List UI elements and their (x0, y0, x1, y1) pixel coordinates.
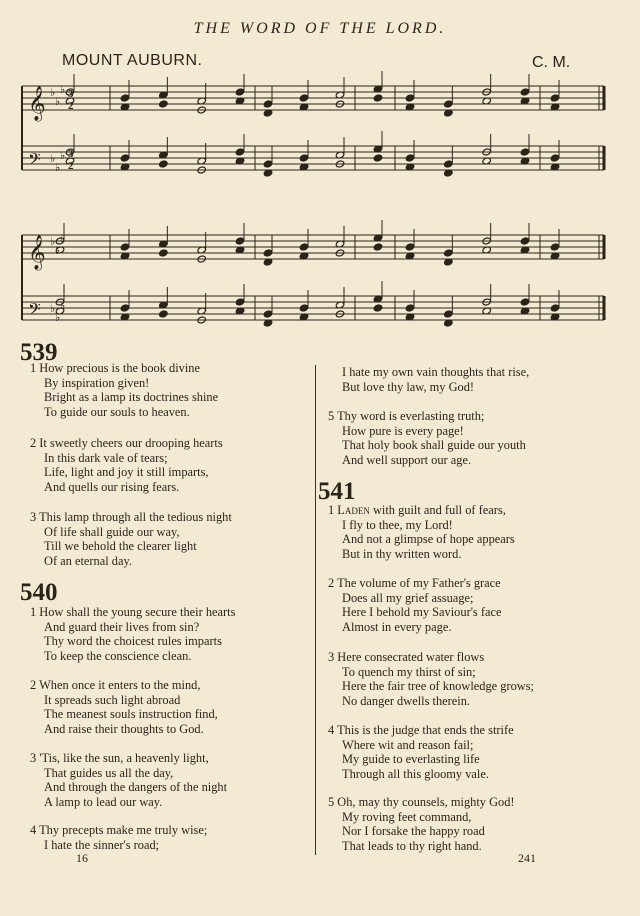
hymn-541-stanza-1: 1 Laden with guilt and full of fears, I fly to thee, my Lord! And not a glimpse of hope appears But in thy written word. (328, 503, 515, 561)
svg-text:♭: ♭ (50, 86, 56, 99)
hymn-number-540: 540 (20, 579, 58, 606)
svg-text:♭: ♭ (55, 161, 61, 174)
svg-text:♭: ♭ (60, 299, 66, 312)
hymn-540-stanza-4-continued: I hate my own vain thoughts that rise, But love thy law, my God! (342, 365, 530, 394)
meter-label: C. M. (532, 54, 571, 71)
svg-text:3: 3 (68, 148, 74, 160)
svg-text:𝄢: 𝄢 (28, 299, 41, 323)
hymn-541-stanza-2: 2 The volume of my Father's grace Does all my grief assuage; Here I behold my Saviour's face Almost in every page. (328, 576, 502, 634)
hymn-539-stanza-1: 1 How precious is the book divine By inspiration given! Bright as a lamp its doctrines shine To guide our souls to heaven. (30, 361, 219, 419)
hymn-539-stanza-3: 3 This lamp through all the tedious night Of life shall guide our way, Till we behold the clearer light Of an eternal day. (30, 510, 232, 568)
running-title: THE WORD OF THE LORD. (193, 20, 447, 37)
svg-text:𝄞: 𝄞 (28, 235, 46, 270)
svg-text:♭: ♭ (55, 311, 61, 324)
tune-name: MOUNT AUBURN. (62, 52, 203, 69)
svg-text:♭: ♭ (60, 232, 66, 245)
hymn-540-stanza-3: 3 'Tis, like the sun, a heavenly light, That guides us all the day, And through the dangers of the night A lamp to lead our way. (30, 751, 228, 809)
music-score (0, 0, 640, 340)
svg-text:𝄞: 𝄞 (28, 86, 46, 121)
svg-text:2: 2 (68, 160, 74, 172)
hymn-540-stanza-4: 4 Thy precepts make me truly wise; I hate the sinner's road; (30, 823, 208, 852)
page-number-left: 16 (76, 851, 88, 865)
hymn-541-stanza-3: 3 Here consecrated water flows To quench my thirst of sin; Here the fair tree of knowledge grows; No danger dwells therein. (328, 650, 534, 708)
svg-text:♭: ♭ (50, 235, 56, 248)
page-number-right: 241 (518, 851, 536, 865)
column-divider (315, 365, 316, 855)
svg-text:♭: ♭ (50, 302, 56, 315)
hymn-540-stanza-5: 5 Thy word is everlasting truth; How pure is every page! That holy book shall guide our youth And well support our age. (328, 409, 526, 467)
hymn-541-stanza-4: 4 This is the judge that ends the strife Where wit and reason fail; My guide to everlasting life Through all this gloomy vale. (328, 723, 514, 781)
svg-text:♭: ♭ (55, 244, 61, 257)
svg-text:♭: ♭ (60, 149, 66, 162)
hymn-539-stanza-2: 2 It sweetly cheers our drooping hearts In this dark vale of tears; Life, light and joy it still imparts, And quells our rising fears. (30, 436, 223, 494)
hymn-number-539: 539 (20, 339, 58, 366)
hymn-number-541: 541 (318, 478, 356, 505)
hymn-540-stanza-1: 1 How shall the young secure their hearts And guard their lives from sin? Thy word the choicest rules imparts To keep the conscience clean. (30, 605, 236, 663)
svg-text:♭: ♭ (60, 83, 66, 96)
svg-text:2: 2 (68, 100, 74, 112)
hymn-541-stanza-5: 5 Oh, may thy counsels, mighty God! My roving feet command, Nor I forsake the happy road That leads to thy right hand. (328, 795, 515, 853)
svg-text:♭: ♭ (50, 152, 56, 165)
svg-text:♭: ♭ (55, 95, 61, 108)
svg-text:3: 3 (68, 88, 74, 100)
svg-text:𝄢: 𝄢 (28, 149, 41, 173)
hymn-540-stanza-2: 2 When once it enters to the mind, It spreads such light abroad The meanest souls instruction find, And raise their thoughts to God. (30, 678, 218, 736)
